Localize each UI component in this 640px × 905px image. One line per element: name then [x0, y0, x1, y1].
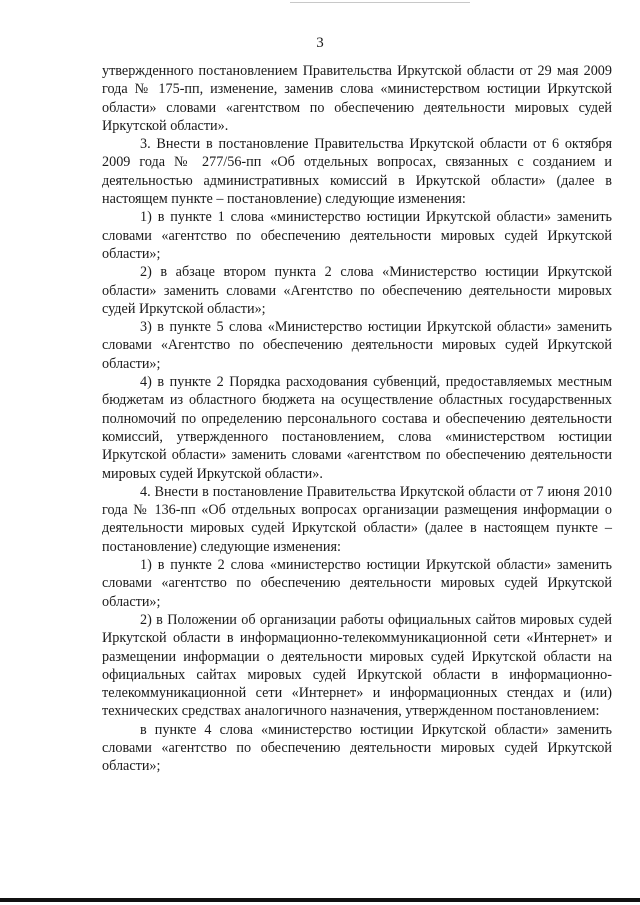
- paragraph-item-4: 4. Внести в постановление Правительства Иркутской области от 7 июня 2010 года № 136-пп «Об отдельных вопросах организации размещения информации о деятельности мировых судей Иркутской области» (далее в настоящем пункте – постановление) следующие изменения:: [102, 483, 612, 555]
- paragraph-item-4-1: 1) в пункте 2 слова «министерство юстиции Иркутской области» заменить словами «агентство по обеспечению деятельности мировых судей Иркутской области»;: [102, 557, 612, 610]
- document-body: [102, 62, 612, 776]
- paragraph-item-4-2-sub: в пункте 4 слова «министерство юстиции Иркутской области» заменить словами «агентство по обеспечению деятельности мировых судей Иркутской области»;: [102, 721, 612, 775]
- scan-top-edge-line: [290, 2, 470, 3]
- paragraph-item-3: 3. Внести в постановление Правительства Иркутской области от 6 октября 2009 года № 277/56-пп «Об отдельных вопросах, связанных с созданием и деятельностью административных комиссий в Иркутской области» (далее в настоящем пункте – постановление) следующие изменения:: [102, 136, 612, 208]
- page-number: 3: [316, 35, 324, 51]
- scan-bottom-edge-line: [0, 898, 640, 902]
- paragraph-item-4-2: 2) в Положении об организации работы официальных сайтов мировых судей Иркутской области в информационно-телекоммуникационной сети «Интернет» и размещении информации о деятельности мировых судей Иркутской области на официальных сайтах мировых судей Иркутской области в информационно-телекоммуникационной сети «Интернет» и информационных стендах и (или) технических средствах аналогичного назначения, утвержденном постановлением:: [102, 611, 612, 720]
- paragraph-item-3-1: 1) в пункте 1 слова «министерство юстиции Иркутской области» заменить словами «агентство по обеспечению деятельности мировых судей Иркутской области»;: [102, 209, 612, 262]
- paragraph-item-3-2: 2) в абзаце втором пункта 2 слова «Министерство юстиции Иркутской области» заменить словами «Агентство по обеспечению деятельности мировых судей Иркутской области»;: [102, 264, 612, 317]
- paragraph-continuation: утвержденного постановлением Правительства Иркутской области от 29 мая 2009 года № 175-пп, изменение, заменив слова «министерством юстиции Иркутской области» словами «агентством по обеспечению деятельности мировых судей Иркутской области».: [102, 63, 612, 134]
- paragraph-item-3-3: 3) в пункте 5 слова «Министерство юстиции Иркутской области» заменить словами «Агентство по обеспечению деятельности мировых судей Иркутской области»;: [102, 319, 612, 372]
- paragraph-item-3-4: 4) в пункте 2 Порядка расходования субвенций, предоставляемых местным бюджетам из областного бюджета на осуществление областных государственных полномочий по определению персонального состава и обеспечению деятельности комиссий, утвержденного постановлением, слова «министерством юстиции Иркутской области» заменить словами «агентством по обеспечению деятельности мировых судей Иркутской области».: [102, 374, 612, 482]
